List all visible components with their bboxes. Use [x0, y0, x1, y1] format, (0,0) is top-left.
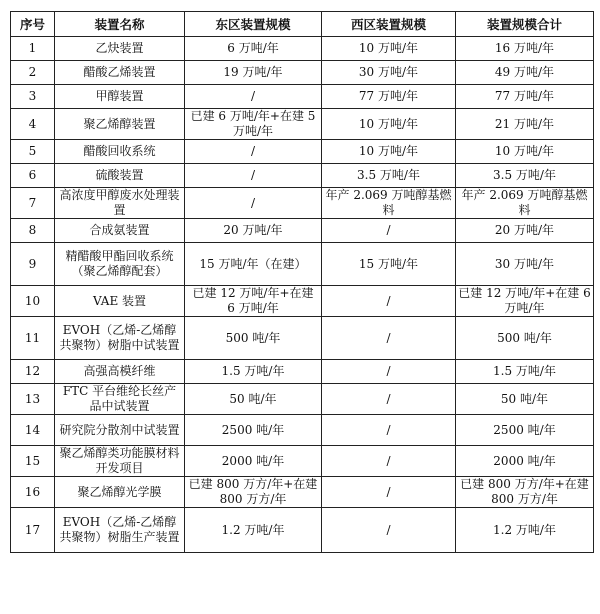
east-capacity-cell: 已建 6 万吨/年+在建 5 万吨/年 [185, 109, 322, 140]
east-capacity-cell: 1.5 万吨/年 [185, 360, 322, 384]
table-row [11, 164, 594, 188]
device-name-cell: 醋酸乙烯装置 [55, 61, 185, 85]
row-index-cell: 5 [11, 140, 55, 164]
device-name-cell: 聚乙烯醇类功能膜材料开发项目 [55, 446, 185, 477]
header-cell: 西区装置规模 [322, 12, 456, 37]
device-name-cell: 硫酸装置 [55, 164, 185, 188]
device-name-cell: EVOH（乙烯-乙烯醇共聚物）树脂生产装置 [55, 508, 185, 553]
table-row [11, 37, 594, 61]
east-capacity-cell: / [185, 140, 322, 164]
device-name-cell: VAE 装置 [55, 286, 185, 317]
west-capacity-cell: / [322, 219, 456, 243]
capacity-table [10, 11, 594, 553]
total-capacity-cell: 77 万吨/年 [456, 85, 594, 109]
table-row [11, 384, 594, 415]
row-index-cell: 17 [11, 508, 55, 553]
table-row [11, 219, 594, 243]
west-capacity-cell: 年产 2.069 万吨醇基燃料 [322, 188, 456, 219]
east-capacity-cell: / [185, 164, 322, 188]
table-row [11, 360, 594, 384]
total-capacity-cell: 10 万吨/年 [456, 140, 594, 164]
header-cell: 装置名称 [55, 12, 185, 37]
table-row [11, 317, 594, 360]
east-capacity-cell: 6 万吨/年 [185, 37, 322, 61]
total-capacity-cell: 49 万吨/年 [456, 61, 594, 85]
device-name-cell: 高强高模纤维 [55, 360, 185, 384]
total-capacity-cell: 30 万吨/年 [456, 243, 594, 286]
header-cell: 序号 [11, 12, 55, 37]
table-row [11, 85, 594, 109]
table-row [11, 140, 594, 164]
total-capacity-cell: 500 吨/年 [456, 317, 594, 360]
row-index-cell: 15 [11, 446, 55, 477]
row-index-cell: 6 [11, 164, 55, 188]
table-row [11, 286, 594, 317]
total-capacity-cell: 1.2 万吨/年 [456, 508, 594, 553]
east-capacity-cell: 已建 12 万吨/年+在建 6 万吨/年 [185, 286, 322, 317]
row-index-cell: 16 [11, 477, 55, 508]
row-index-cell: 10 [11, 286, 55, 317]
table-row [11, 188, 594, 219]
device-name-cell: 研究院分散剂中试装置 [55, 415, 185, 446]
west-capacity-cell: / [322, 360, 456, 384]
row-index-cell: 11 [11, 317, 55, 360]
table-row [11, 243, 594, 286]
west-capacity-cell: 30 万吨/年 [322, 61, 456, 85]
header-cell: 东区装置规模 [185, 12, 322, 37]
west-capacity-cell: / [322, 384, 456, 415]
east-capacity-cell: / [185, 188, 322, 219]
west-capacity-cell: 10 万吨/年 [322, 109, 456, 140]
header-cell: 装置规模合计 [456, 12, 594, 37]
west-capacity-cell: 77 万吨/年 [322, 85, 456, 109]
row-index-cell: 3 [11, 85, 55, 109]
row-index-cell: 7 [11, 188, 55, 219]
total-capacity-cell: 年产 2.069 万吨醇基燃料 [456, 188, 594, 219]
table-row [11, 477, 594, 508]
table-row [11, 415, 594, 446]
west-capacity-cell: / [322, 446, 456, 477]
device-name-cell: FTC 平台维纶长丝产品中试装置 [55, 384, 185, 415]
east-capacity-cell: 2000 吨/年 [185, 446, 322, 477]
total-capacity-cell: 1.5 万吨/年 [456, 360, 594, 384]
device-name-cell: 高浓度甲醇废水处理装置 [55, 188, 185, 219]
table-row [11, 446, 594, 477]
row-index-cell: 9 [11, 243, 55, 286]
header-row [11, 12, 594, 37]
table-row [11, 508, 594, 553]
table-row [11, 61, 594, 85]
total-capacity-cell: 16 万吨/年 [456, 37, 594, 61]
east-capacity-cell: 已建 800 万方/年+在建 800 万方/年 [185, 477, 322, 508]
west-capacity-cell: 10 万吨/年 [322, 37, 456, 61]
east-capacity-cell: 50 吨/年 [185, 384, 322, 415]
west-capacity-cell: 3.5 万吨/年 [322, 164, 456, 188]
row-index-cell: 1 [11, 37, 55, 61]
total-capacity-cell: 2500 吨/年 [456, 415, 594, 446]
row-index-cell: 13 [11, 384, 55, 415]
west-capacity-cell: / [322, 508, 456, 553]
row-index-cell: 8 [11, 219, 55, 243]
total-capacity-cell: 2000 吨/年 [456, 446, 594, 477]
device-name-cell: 聚乙烯醇光学膜 [55, 477, 185, 508]
row-index-cell: 14 [11, 415, 55, 446]
west-capacity-cell: / [322, 477, 456, 508]
total-capacity-cell: 已建 12 万吨/年+在建 6 万吨/年 [456, 286, 594, 317]
row-index-cell: 2 [11, 61, 55, 85]
east-capacity-cell: 19 万吨/年 [185, 61, 322, 85]
west-capacity-cell: / [322, 317, 456, 360]
east-capacity-cell: 15 万吨/年（在建） [185, 243, 322, 286]
east-capacity-cell: 20 万吨/年 [185, 219, 322, 243]
table-row [11, 109, 594, 140]
row-index-cell: 4 [11, 109, 55, 140]
west-capacity-cell: / [322, 286, 456, 317]
device-name-cell: 合成氨装置 [55, 219, 185, 243]
total-capacity-cell: 已建 800 万方/年+在建 800 万方/年 [456, 477, 594, 508]
west-capacity-cell: 15 万吨/年 [322, 243, 456, 286]
west-capacity-cell: 10 万吨/年 [322, 140, 456, 164]
east-capacity-cell: 2500 吨/年 [185, 415, 322, 446]
device-name-cell: 乙炔装置 [55, 37, 185, 61]
row-index-cell: 12 [11, 360, 55, 384]
west-capacity-cell: / [322, 415, 456, 446]
east-capacity-cell: 500 吨/年 [185, 317, 322, 360]
device-name-cell: 醋酸回收系统 [55, 140, 185, 164]
east-capacity-cell: 1.2 万吨/年 [185, 508, 322, 553]
device-name-cell: 精醋酸甲酯回收系统（聚乙烯醇配套） [55, 243, 185, 286]
device-name-cell: 甲醇装置 [55, 85, 185, 109]
device-name-cell: 聚乙烯醇装置 [55, 109, 185, 140]
total-capacity-cell: 50 吨/年 [456, 384, 594, 415]
device-name-cell: EVOH（乙烯-乙烯醇共聚物）树脂中试装置 [55, 317, 185, 360]
total-capacity-cell: 3.5 万吨/年 [456, 164, 594, 188]
east-capacity-cell: / [185, 85, 322, 109]
total-capacity-cell: 20 万吨/年 [456, 219, 594, 243]
total-capacity-cell: 21 万吨/年 [456, 109, 594, 140]
